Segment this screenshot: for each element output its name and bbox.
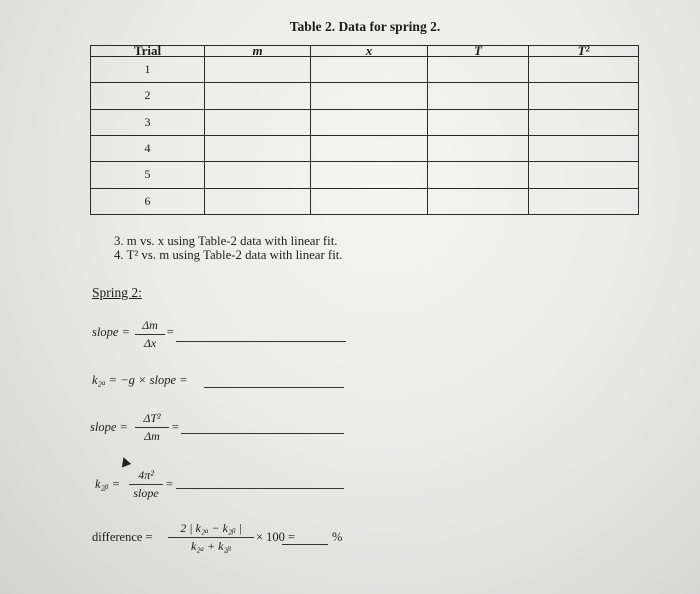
cell-x[interactable]	[311, 57, 428, 83]
eq5-denominator: k₂ₐ + k₂ᵦ	[190, 539, 231, 553]
trial-number: 3	[91, 109, 205, 135]
cell-x[interactable]	[311, 109, 428, 135]
eq4-equals: =	[165, 477, 174, 491]
eq3-denominator: Δm	[144, 429, 160, 443]
table-header-row	[91, 46, 639, 57]
table-row	[91, 135, 639, 161]
table-row	[91, 109, 639, 135]
cell-t-squared[interactable]	[529, 83, 639, 109]
table-row	[91, 188, 639, 214]
cell-t[interactable]	[428, 57, 529, 83]
header-x: x	[311, 46, 428, 57]
eq1-fraction	[135, 318, 165, 351]
eq2-answer-blank[interactable]	[204, 387, 344, 388]
eq5-label: difference =	[92, 530, 153, 544]
trial-number: 2	[91, 83, 205, 109]
eq3-equals: =	[171, 420, 180, 434]
data-table	[90, 45, 639, 215]
eq1-label: slope =	[92, 325, 130, 339]
eq5-answer-blank[interactable]	[282, 544, 328, 545]
eq5-unit: %	[332, 530, 343, 544]
cell-m[interactable]	[205, 109, 311, 135]
trial-number: 4	[91, 135, 205, 161]
eq5-numerator: 2 | k₂ₐ − k₂ᵦ |	[168, 521, 254, 538]
mouse-cursor-icon	[119, 456, 131, 468]
spring-heading: Spring 2:	[92, 285, 142, 300]
cell-x[interactable]	[311, 188, 428, 214]
eq4-numerator: 4π²	[129, 468, 163, 485]
eq4-denominator: slope	[133, 486, 159, 500]
header-t-squared: T²	[529, 46, 639, 57]
header-m: m	[205, 46, 311, 57]
cell-m[interactable]	[205, 188, 311, 214]
eq3-answer-blank[interactable]	[181, 433, 344, 434]
cell-t[interactable]	[428, 188, 529, 214]
cell-t-squared[interactable]	[529, 57, 639, 83]
cell-m[interactable]	[205, 135, 311, 161]
table-row	[91, 162, 639, 188]
cell-t-squared[interactable]	[529, 188, 639, 214]
cell-m[interactable]	[205, 162, 311, 188]
cell-t-squared[interactable]	[529, 162, 639, 188]
question-4: 4. T² vs. m using Table-2 data with linear fit.	[114, 248, 343, 262]
trial-number: 5	[91, 162, 205, 188]
cell-x[interactable]	[311, 162, 428, 188]
eq1-equals: =	[166, 325, 175, 339]
header-trial: Trial	[91, 46, 205, 57]
eq4-answer-blank[interactable]	[176, 488, 344, 489]
cell-x[interactable]	[311, 135, 428, 161]
eq3-fraction	[135, 411, 169, 444]
eq5-tail: × 100 =	[256, 530, 296, 544]
question-3: 3. m vs. x using Table-2 data with linear fit.	[114, 234, 338, 248]
cell-t[interactable]	[428, 83, 529, 109]
trial-number: 6	[91, 188, 205, 214]
eq1-denominator: Δx	[143, 336, 157, 350]
eq4-label: k₂ᵦ =	[95, 477, 121, 491]
eq1-answer-blank[interactable]	[176, 341, 346, 342]
header-t: T	[428, 46, 529, 57]
table-row	[91, 57, 639, 83]
cell-m[interactable]	[205, 57, 311, 83]
cell-x[interactable]	[311, 83, 428, 109]
eq3-label: slope =	[90, 420, 128, 434]
eq5-fraction	[168, 521, 254, 554]
eq2-label: k₂ₐ = −g × slope =	[92, 373, 188, 387]
cell-t-squared[interactable]	[529, 135, 639, 161]
eq1-numerator: Δm	[135, 318, 165, 335]
cell-t-squared[interactable]	[529, 109, 639, 135]
cell-m[interactable]	[205, 83, 311, 109]
cell-t[interactable]	[428, 162, 529, 188]
trial-number: 1	[91, 57, 205, 83]
eq4-fraction	[129, 468, 163, 501]
cell-t[interactable]	[428, 135, 529, 161]
table-row	[91, 83, 639, 109]
table-title: Table 2. Data for spring 2.	[289, 19, 441, 34]
cell-t[interactable]	[428, 109, 529, 135]
eq3-numerator: ΔT²	[135, 411, 169, 428]
